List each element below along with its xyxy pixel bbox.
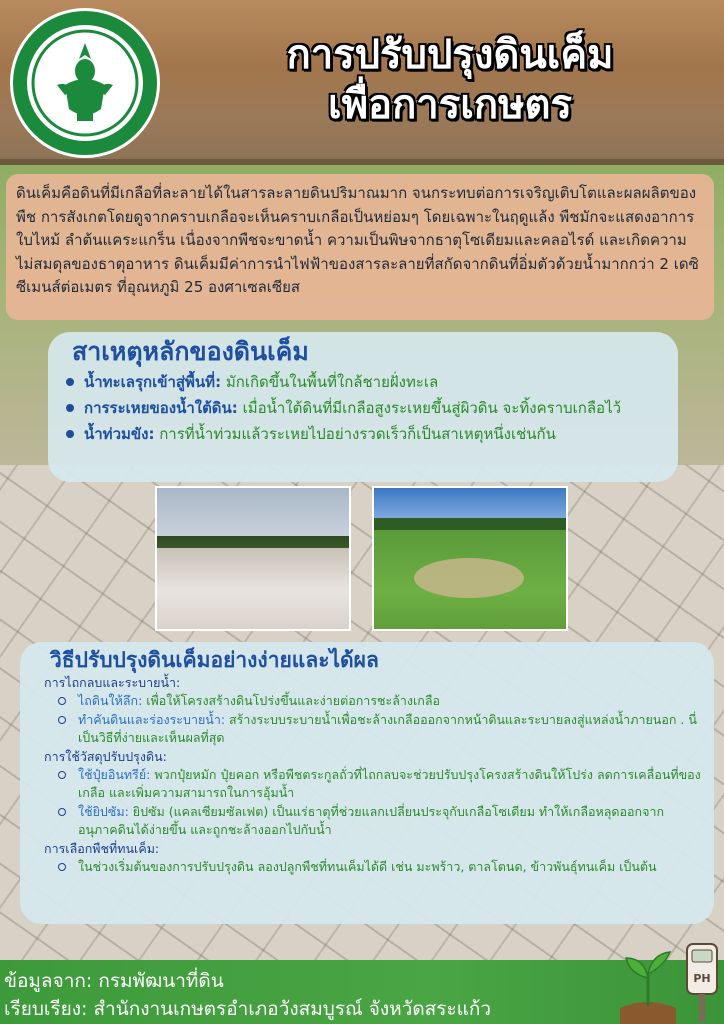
causes-box (48, 332, 678, 482)
department-logo (10, 8, 160, 158)
intro-box (6, 174, 714, 320)
cause-desc: มักเกิดขึ้นในพื้นที่ใกล้ชายฝั่งทะเล (221, 373, 439, 391)
causes-title: สาเหตุหลักของดินเค็ม (72, 337, 309, 366)
method-term: ใช้ยิปซัม: (78, 803, 129, 819)
seedling-icon (618, 944, 678, 1024)
cause-term: น้ำท่วมขัง: (84, 425, 155, 443)
list-item (44, 803, 702, 840)
causes-list (62, 370, 662, 446)
method-desc: ยิปซัม (แคลเซียมซัลเฟต) เป็นแร่ธาตุที่ช่วยแลกเปลี่ยนประจุกับเกลือโซเดียม ทำให้เกลือหลุดออกจากอนุภาคดินได้ง่ายขึ้น และถูกชะล้างออกไปกับน้ำ (78, 803, 665, 837)
list-item (44, 692, 702, 711)
method-group-heading: การใช้วัสดุปรับปรุงดิน: (44, 748, 167, 764)
title-line-2: เพื่อการเกษตร (328, 82, 572, 128)
list-item (62, 422, 662, 446)
method-desc: พวกปุ๋ยหมัก ปุ๋ยคอก หรือพืชตระกูลถั่วที่ไถกลบจะช่วยปรับปรุงโครงสร้างดินให้โปร่ง ลดการเคลื่อนที่ของเกลือ และเพิ่มความสามารถในการอุ้มน้ำ (78, 766, 701, 800)
list-item (44, 858, 702, 877)
circle-bullet-icon (58, 697, 66, 705)
method-group-heading: การไถกลบและระบายน้ำ: (44, 675, 181, 690)
list-item (44, 711, 702, 748)
method-term: ไถดินให้ลึก: (78, 693, 143, 708)
circle-bullet-icon (58, 863, 66, 871)
circle-bullet-icon (58, 716, 66, 724)
methods-box (20, 642, 714, 924)
circle-bullet-icon (58, 771, 66, 779)
cause-term: น้ำทะเลรุกเข้าสู่พื้นที่: (84, 373, 222, 391)
title-line-1: การปรับปรุงดินเค็ม (286, 32, 614, 78)
footer-source: ข้อมูลจาก: กรมพัฒนาที่ดิน (4, 970, 224, 992)
intro-text: ดินเค็มคือดินที่มีเกลือที่ละลายได้ในสารละลายดินปริมาณมาก จนกระทบต่อการเจริญเติบโตและผลผลิตของพืช การสังเกตโดยดูจากคราบเกลือจะเห็นคราบเกลือเป็นหย่อมๆ โดยเฉพาะในฤดูแล้ง พืชมักจะแสดงอาการใบไหม้ ลำต้นแคระแกร็น เนื่องจากพืชจะขาดน้ำ ความเป็นพิษจากธาตุโซเดียมและคลอไรด์ และเกิดความไม่สมดุลของธาตุอาหาร ดินเค็มมีค่าการนำไฟฟ้าของสารละลายที่สกัดจากดินที่อิ่มตัวด้วยน้ำมากกว่า 2 เดซิซีเมนส์ต่อเมตร ที่อุณหภูมิ 25 องศาเซลเซียส (16, 184, 699, 296)
ph-meter-icon (684, 942, 720, 1024)
method-desc: สร้างระบบระบายน้ำเพื่อชะล้างเกลือออกจากหน้าดินและระบายลงสู่แหล่งน้ำภายนอก . นี่เป็นวิธีที่ง่ายและเห็นผลที่สุด (78, 711, 697, 745)
cause-desc: เมื่อน้ำใต้ดินที่มีเกลือสูงระเหยขึ้นสู่ผิวดิน จะทิ้งคราบเกลือไว้ (237, 399, 622, 417)
method-desc: ในช่วงเริ่มต้นของการปรับปรุงดิน ลองปลูกพืชที่ทนเค็มได้ดี เช่น มะพร้าว, ตาลโตนด, ข้าวพันธุ์ทนเค็ม เป็นต้น (78, 858, 657, 874)
cause-term: การระเหยของน้ำใต้ดิน: (84, 399, 238, 417)
footer-compiled-by: เรียบเรียง: สำนักงานเกษตรอำเภอวังสมบูรณ์ จังหวัดสระแก้ว (4, 998, 492, 1020)
bullet-icon (66, 430, 74, 438)
circle-bullet-icon (58, 808, 66, 816)
page-title (190, 30, 710, 130)
list-item (62, 396, 662, 420)
methods-title: วิธีปรับปรุงดินเค็มอย่างง่ายและได้ผล (50, 648, 379, 672)
method-desc: เพื่อให้โครงสร้างดินโปร่งขึ้นและง่ายต่อการชะล้างเกลือ (142, 693, 441, 708)
salt-field-photo (155, 486, 351, 631)
method-term: ทำคันดินและร่องระบายน้ำ: (78, 711, 226, 727)
list-item (62, 370, 662, 394)
method-list (44, 766, 702, 840)
method-group-heading: การเลือกพืชที่ทนเค็ม: (44, 840, 160, 856)
method-list (44, 692, 702, 748)
method-list (44, 858, 702, 877)
bullet-icon (66, 404, 74, 412)
cause-desc: การที่น้ำท่วมแล้วระเหยไปอย่างรวดเร็วก็เป็นสาเหตุหนึ่งเช่นกัน (154, 425, 556, 443)
logo-emblem-icon (27, 25, 143, 141)
list-item (44, 766, 702, 803)
ph-label: PH (693, 972, 711, 985)
method-term: ใช้ปุ๋ยอินทรีย์: (78, 766, 151, 782)
bullet-icon (66, 378, 74, 386)
green-field-photo (372, 486, 568, 631)
